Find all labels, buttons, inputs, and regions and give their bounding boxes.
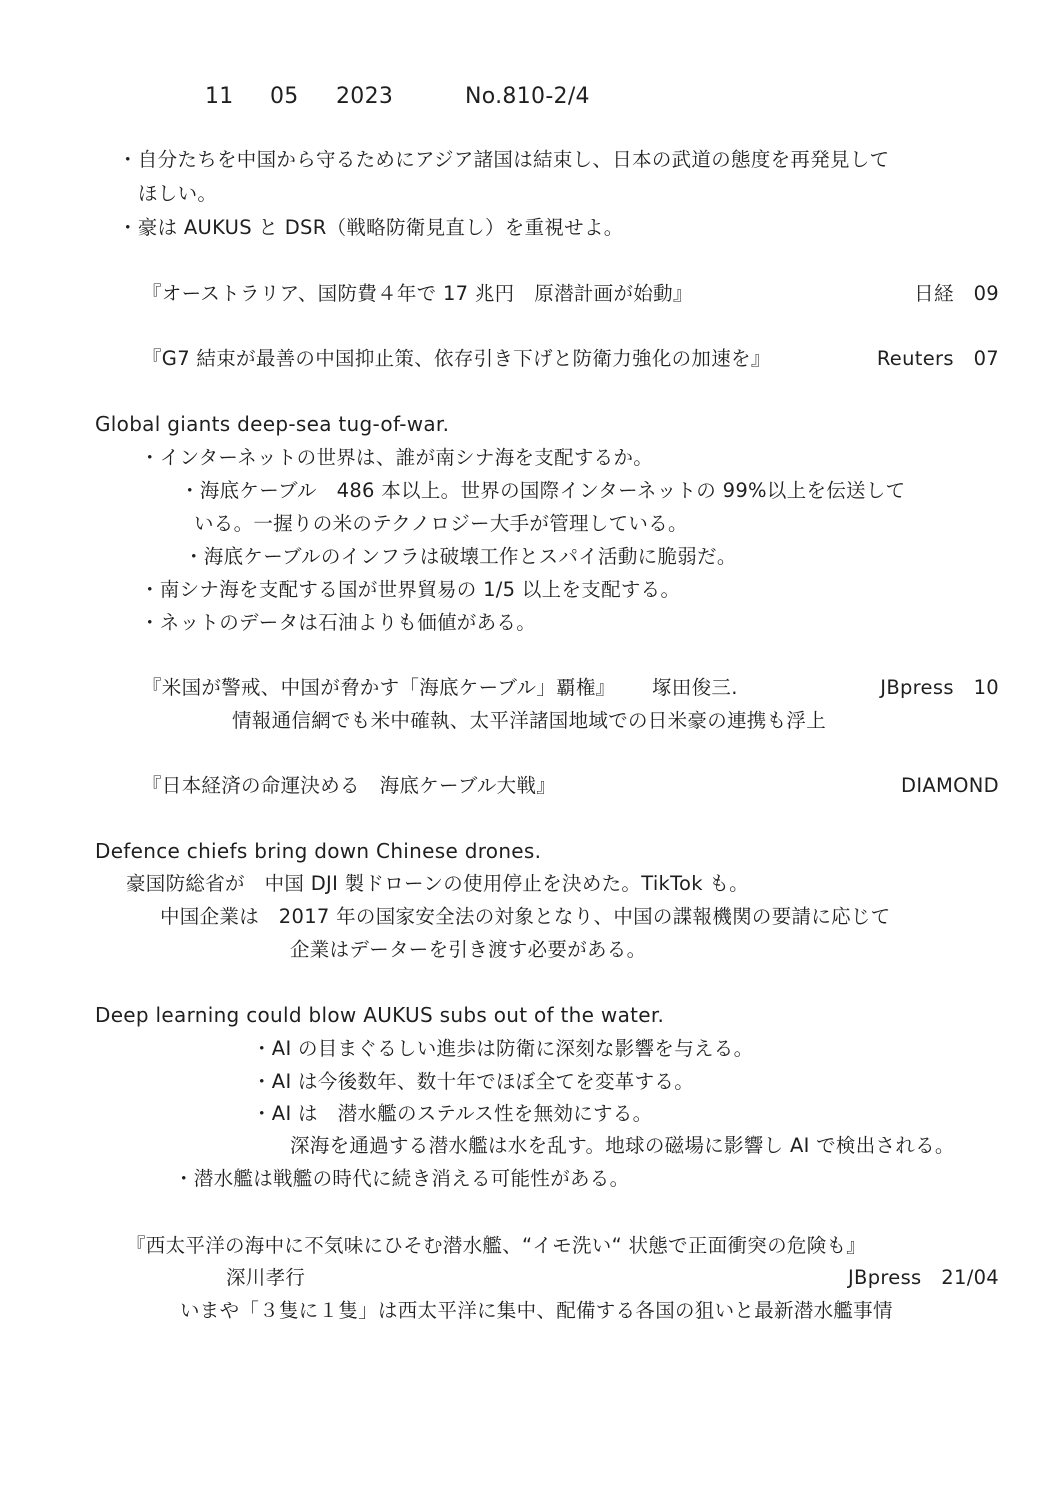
ai-bullet-cont: 深海を通過する潜水艦は水を乱す。地球の磁場に影響し AI で検出される。 bbox=[290, 1134, 955, 1157]
ref-title: 『西太平洋の海中に不気味にひそむ潜水艦、“イモ洗い“ 状態で正面衝突の危険も』 bbox=[126, 1234, 867, 1257]
ref-title: 『米国が警戒、中国が脅かす「海底ケーブル」覇権』 bbox=[142, 676, 616, 699]
ai-bullet: ・AI は今後数年、数十年でほぼ全てを変革する。 bbox=[252, 1070, 694, 1093]
ref-title: 『G7 結束が最善の中国抑止策、依存引き下げと防衛力強化の加速を』 bbox=[142, 347, 771, 370]
ref-source: JBpress 10 bbox=[880, 676, 999, 699]
intro-bullet-1-cont: ほしい。 bbox=[138, 182, 218, 205]
intro-bullet-1: ・自分たちを中国から守るためにアジア諸国は結束し、日本の武道の態度を再発見して bbox=[118, 148, 890, 171]
header-doc-number: No.810-2/4 bbox=[465, 84, 590, 109]
cables-sub-bullet: ・海底ケーブル 486 本以上。世界の国際インターネットの 99%以上を伝送して bbox=[180, 479, 906, 502]
ref-source: 日経 09 bbox=[914, 282, 999, 305]
header-month: 05 bbox=[270, 84, 299, 109]
cables-bullet: ・ネットのデータは石油よりも価値がある。 bbox=[140, 611, 537, 634]
drones-line: 中国企業は 2017 年の国家安全法の対象となり、中国の諜報機関の要請に応じて bbox=[160, 905, 891, 928]
ref-source: DIAMOND bbox=[901, 774, 999, 797]
cables-sub-bullet-cont: いる。一握りの米のテクノロジー大手が管理している。 bbox=[194, 512, 688, 535]
ai-bullet: ・AI の目まぐるしい進歩は防衛に深刻な影響を与える。 bbox=[252, 1037, 754, 1060]
ai-bullet: ・AI は 潜水艦のステルス性を無効にする。 bbox=[252, 1102, 653, 1125]
ref-source: Reuters 07 bbox=[876, 347, 999, 370]
section-heading-cables: Global giants deep-sea tug-of-war. bbox=[95, 412, 450, 436]
ref-title: 『オーストラリア、国防費４年で 17 兆円 原潜計画が始動』 bbox=[142, 282, 693, 305]
ref-subtitle: いまや「３隻に１隻」は西太平洋に集中、配備する各国の狙いと最新潜水艦事情 bbox=[180, 1299, 893, 1322]
drones-line: 豪国防総省が 中国 DJI 製ドローンの使用停止を決めた。TikTok も。 bbox=[126, 872, 749, 895]
cables-bullet: ・インターネットの世界は、誰が南シナ海を支配するか。 bbox=[140, 446, 654, 469]
header-year: 2023 bbox=[336, 84, 394, 109]
ref-author: 深川孝行 bbox=[226, 1266, 306, 1289]
cables-sub-bullet: ・海底ケーブルのインフラは破壊工作とスパイ活動に脆弱だ。 bbox=[184, 545, 737, 568]
section-heading-drones: Defence chiefs bring down Chinese drones. bbox=[95, 839, 542, 863]
drones-line: 企業はデーターを引き渡す必要がある。 bbox=[290, 938, 647, 961]
ref-source: JBpress 21/04 bbox=[847, 1266, 999, 1289]
ref-subtitle: 情報通信網でも米中確執、太平洋諸国地域での日米豪の連携も浮上 bbox=[232, 709, 827, 732]
header-day: 11 bbox=[205, 84, 234, 109]
section-heading-ai: Deep learning could blow AUKUS subs out of the water. bbox=[95, 1003, 665, 1027]
cables-bullet: ・南シナ海を支配する国が世界貿易の 1/5 以上を支配する。 bbox=[140, 578, 681, 601]
ref-author: 塚田俊三. bbox=[652, 676, 738, 699]
ai-bullet: ・潜水艦は戦艦の時代に続き消える可能性がある。 bbox=[174, 1167, 630, 1190]
intro-bullet-2: ・豪は AUKUS と DSR（戦略防衛見直し）を重視せよ。 bbox=[118, 216, 624, 239]
ref-title: 『日本経済の命運決める 海底ケーブル大戦』 bbox=[142, 774, 557, 797]
